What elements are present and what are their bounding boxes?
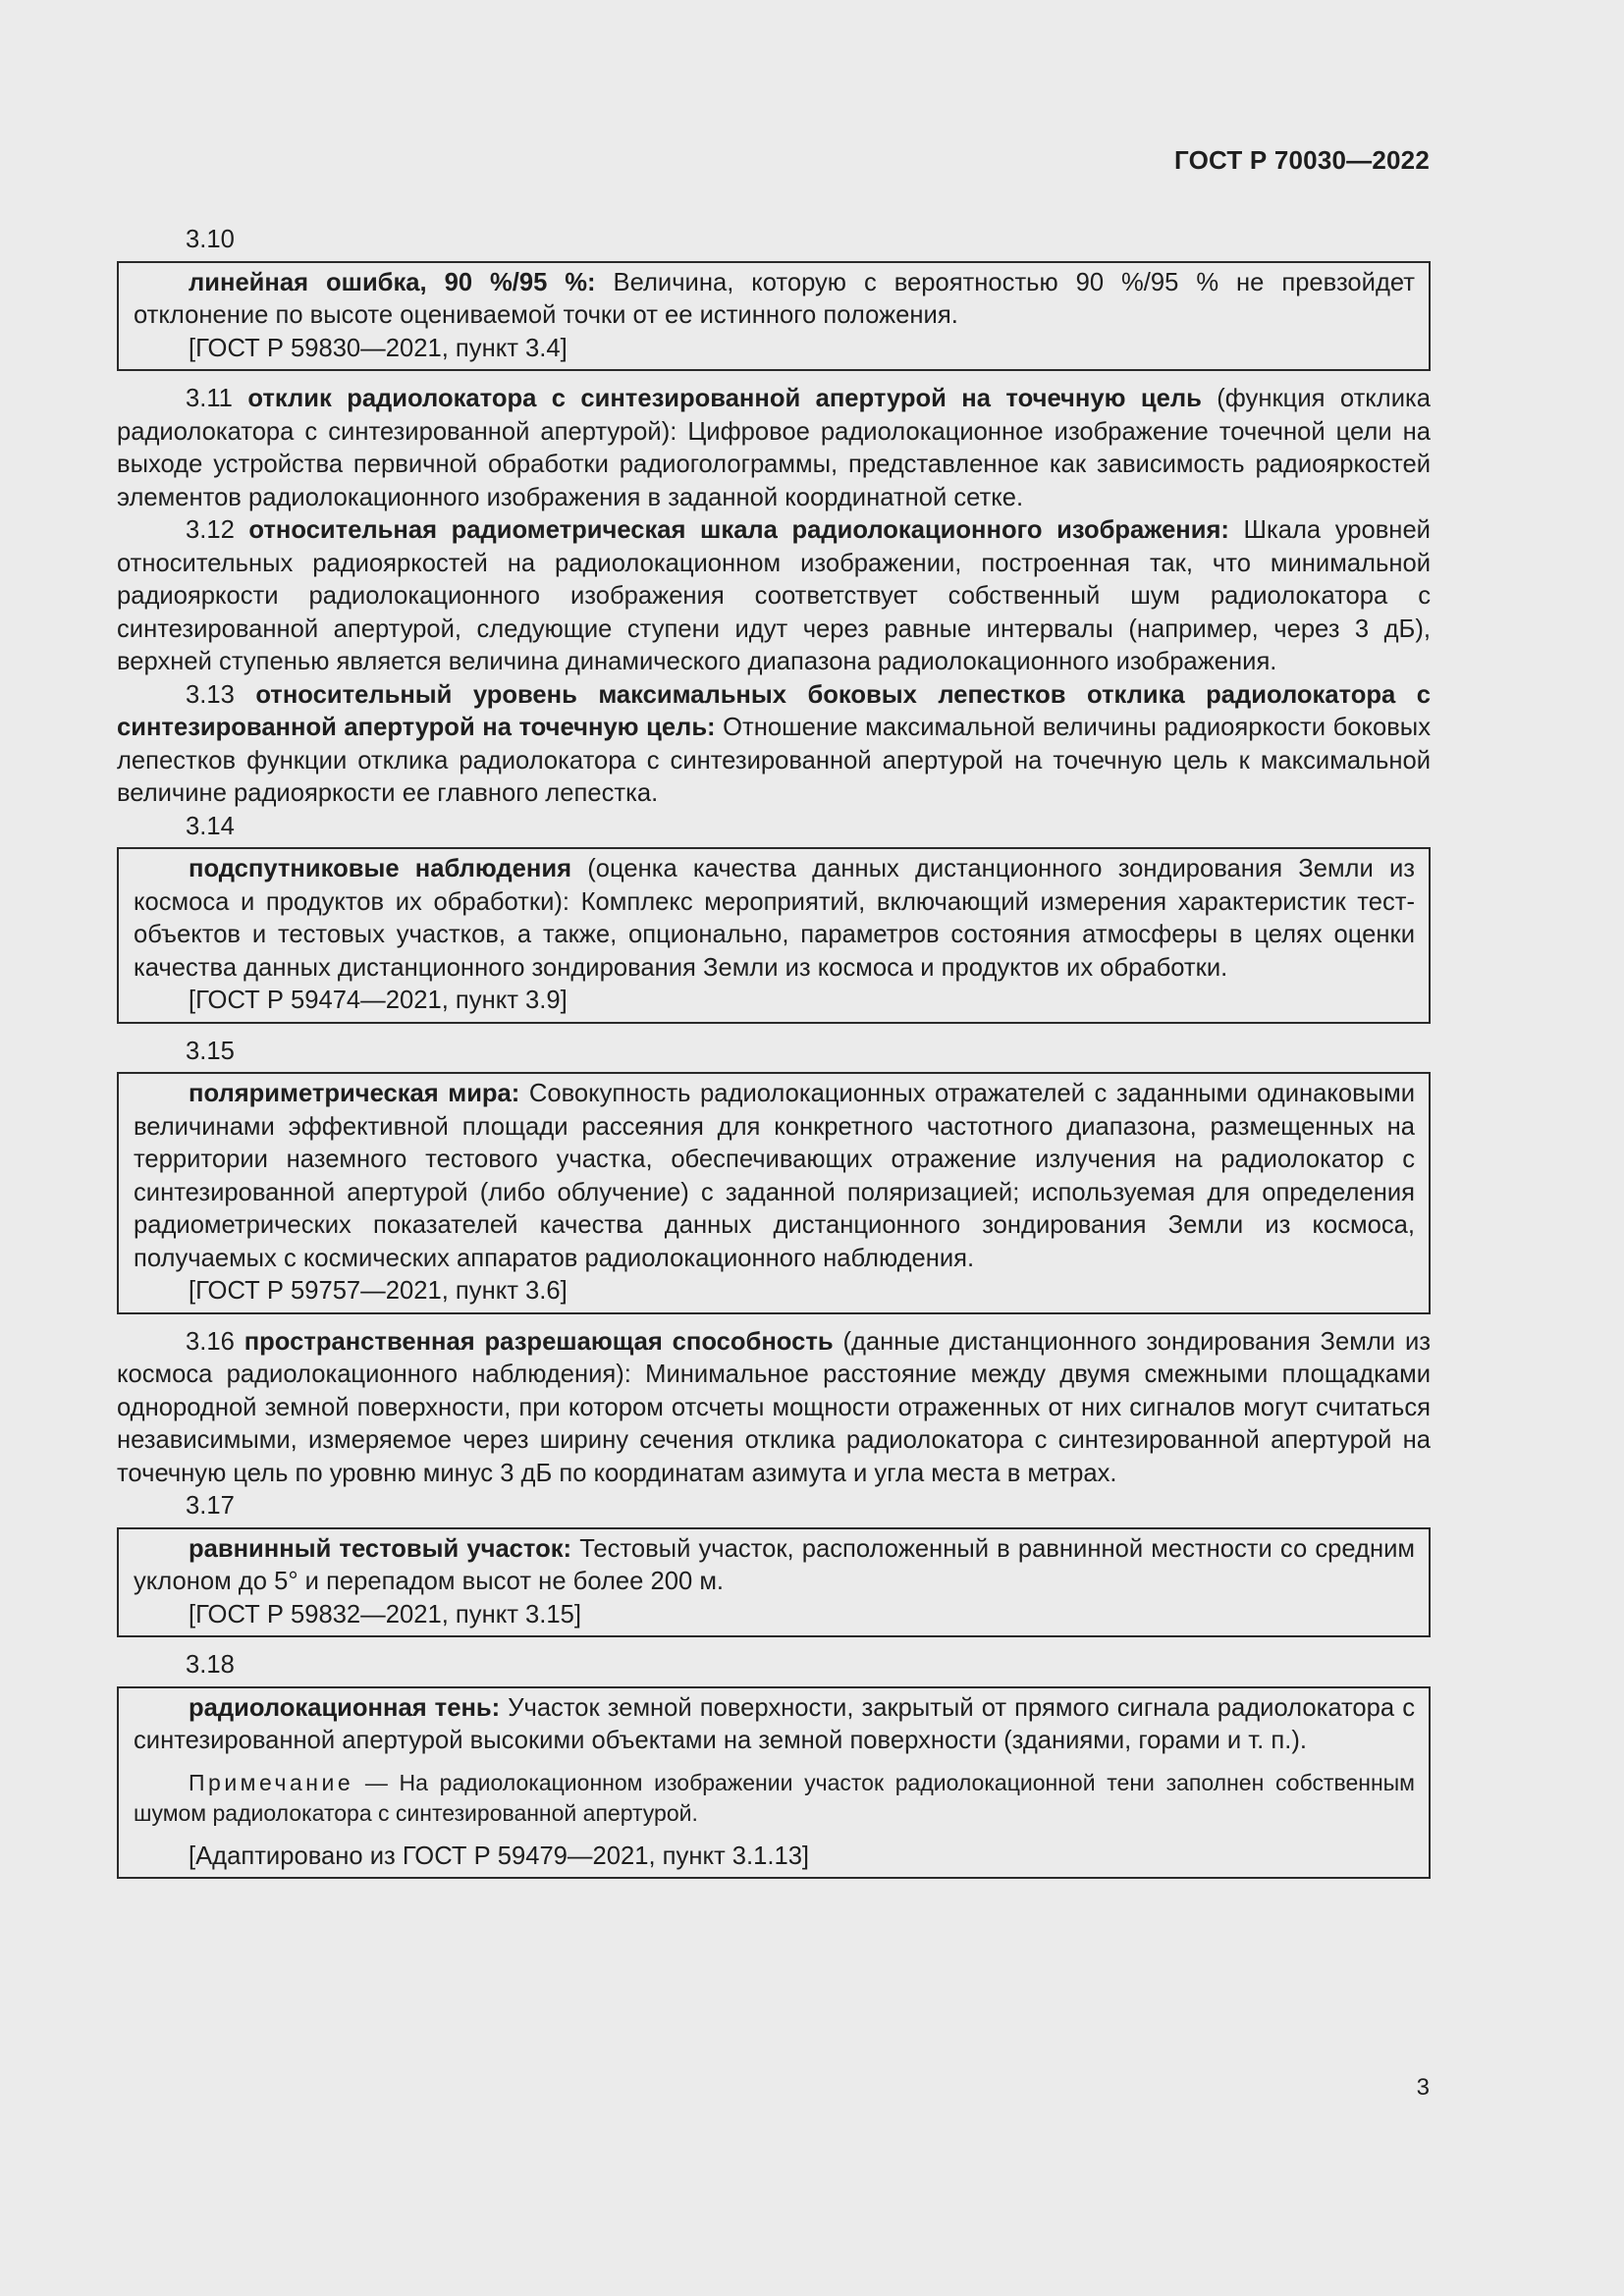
definition-3-15: Совокупность радиолокационных отражателей с заданными одинаковыми величинами эффективной площади рассеяния для конкретного частотного диапазона, размещенных на территории наземного тестового участка, обеспечивающих отражение излучения на радиолокатор с синтезированной апертурой (либо облучение) с заданной поляризацией; используемая для определения радиометрических показателей качества данных дистанционного зондирования Земли из космоса, получаемых с космических аппаратов радиолокационного наблюдения. [134,1080,1415,1272]
term-box-3-14 [117,847,1431,1024]
reference-3-14: [ГОСТ Р 59474—2021, пункт 3.9] [189,987,568,1014]
document-header: ГОСТ Р 70030—2022 [1174,145,1430,175]
section-number-3-12: 3.12 [186,516,249,544]
term-box-3-10 [117,261,1431,372]
definition-3-16: (данные дистанционного зондирования Земли из космоса радиолокационного наблюдения): Минимальное расстояние между двумя смежными площадками однородной земной поверхности, при котором отсчеты мощности отраженных от них сигналов могут считаться независимыми, измеряемое через ширину сечения отклика радиолокатора с синтезированной апертурой на точечную цель по уровню минус 3 дБ по координатам азимута и угла места в метрах. [117,1327,1431,1487]
definition-3-10: Величина, которую с вероятностью 90 %/95 % не превзойдет отклонение по высоте оцениваемой точки от ее истинного положения. [134,268,1415,329]
term-definition-3-14 [134,853,1415,985]
term-3-17: равнинный тестовый участок: [189,1534,572,1563]
reference-3-10: [ГОСТ Р 59830—2021, пункт 3.4] [189,334,568,362]
reference-3-17: [ГОСТ Р 59832—2021, пункт 3.15] [189,1600,581,1629]
note-text: — На радиолокационном изображении участок радиолокационной тени заполнен собственным шумом радиолокатора с синтезированной апертурой. [134,1769,1415,1826]
section-number-3-18: 3.18 [186,1651,235,1679]
section-number-3-16: 3.16 [186,1327,244,1356]
term-3-11: отклик радиолокатора с синтезированной апертурой на точечную цель [247,385,1202,412]
term-definition-3-18 [134,1692,1415,1758]
reference-3-15: [ГОСТ Р 59757—2021, пункт 3.6] [189,1277,568,1305]
definition-3-18: Участок земной поверхности, закрытый от прямого сигнала радиолокатора с синтезированной апертурой высокими объектами на земной поверхности (зданиями, горами и т. п.). [134,1693,1415,1754]
section-number-3-11: 3.11 [186,385,248,412]
term-paragraph-3-13 [117,679,1431,811]
term-definition-3-17 [134,1533,1415,1599]
definition-3-12: Шкала уровней относительных радиояркостей на радиолокационном изображении, построенная так, что минимальной радиояркости радиолокационного изображения соответствует собственный шум радиолокатора с синтезированной апертурой, следующие ступени идут через равные интервалы (например, через 3 дБ), верхней ступенью является величина динамического диапазона радиолокационного изображения. [117,516,1431,675]
definition-3-14: (оценка качества данных дистанционного зондирования Земли из космоса и продуктов их обработки): Комплекс мероприятий, включающий измерения характеристик тест-объектов и тестовых участков, а также, опционально, параметров состояния атмосферы в целях оценки качества данных дистанционного зондирования Земли из космоса и продуктов их обработки. [134,855,1415,982]
term-box-3-18 [117,1686,1431,1880]
definition-3-11: (функция отклика радиолокатора с синтезированной апертурой): Цифровое радиолокационное изображение точечной цели на выходе устройства первичной обработки радиоголограммы, представленное как зависимость радиояркостей элементов радиолокационного изображения в заданной координатной сетке. [117,385,1431,511]
term-paragraph-3-16 [117,1326,1431,1491]
section-number-3-13: 3.13 [186,680,256,709]
term-paragraph-3-12 [117,514,1431,679]
term-3-15: поляриметрическая мира: [189,1080,520,1107]
definition-3-13: Отношение максимальной величины радиояркости боковых лепестков функции отклика радиолокатора с синтезированной апертурой на точечную цель к максимальной величине радиояркости ее главного лепестка. [117,714,1431,807]
section-number-3-17: 3.17 [186,1492,235,1520]
term-3-18: радиолокационная тень: [189,1693,501,1722]
term-3-13: относительный уровень максимальных боковых лепестков отклика радиолокатора с синтезированной апертурой на точечную цель: [117,680,1431,741]
term-3-10: линейная ошибка, 90 %/95 %: [189,268,596,296]
note-3-18 [134,1768,1415,1829]
term-box-3-17 [117,1527,1431,1638]
term-definition-3-15 [134,1078,1415,1275]
document-body [117,224,1431,1891]
section-number-3-15: 3.15 [186,1037,235,1065]
section-number-3-10: 3.10 [186,226,235,253]
page-number: 3 [1416,2074,1430,2101]
note-label: Примечание [189,1769,354,1795]
term-box-3-15 [117,1072,1431,1314]
term-3-16: пространственная разрешающая способность [244,1327,834,1356]
reference-3-18: [Адаптировано из ГОСТ Р 59479—2021, пункт 3.1.13] [189,1842,810,1870]
term-paragraph-3-11 [117,383,1431,514]
term-3-12: относительная радиометрическая шкала радиолокационного изображения: [248,516,1229,544]
term-3-14: подспутниковые наблюдения [189,855,572,882]
definition-3-17: Тестовый участок, расположенный в равнинной местности со средним уклоном до 5° и перепадом высот не более 200 м. [134,1534,1415,1595]
term-definition-3-10 [134,267,1415,333]
section-number-3-14: 3.14 [186,812,235,840]
